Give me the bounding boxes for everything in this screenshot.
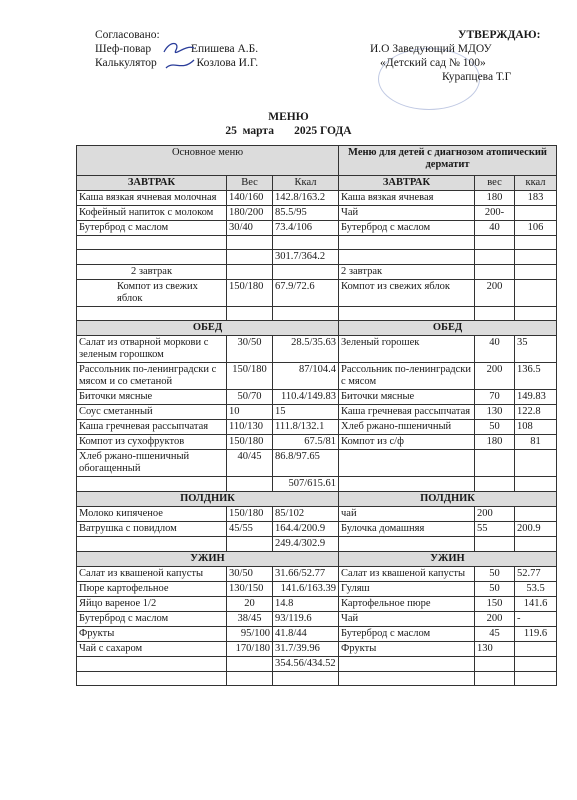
dish-main: Фрукты [77, 627, 227, 642]
table-row [77, 597, 557, 612]
kcal-main: 110.4/149.83 [273, 390, 339, 405]
approver-position: И.О Заведующий МДОУ [370, 43, 492, 55]
dinner-total: 354.56/434.52 [273, 657, 339, 672]
weight-main: 30/50 [227, 567, 273, 582]
dish-main: Молоко кипяченое [77, 507, 227, 522]
dish-derm: Хлеб ржано-пшеничный [339, 420, 475, 435]
kcal-derm [515, 280, 557, 307]
table-row [77, 336, 557, 363]
approve-label: УТВЕРЖДАЮ: [458, 29, 541, 41]
derm-menu-header: Меню для детей с диагнозом атопический дерматит [339, 146, 557, 176]
table-row [77, 363, 557, 390]
kcal-derm: 119.6 [515, 627, 557, 642]
dish-derm: Гуляш [339, 582, 475, 597]
empty-cell [227, 307, 273, 321]
chef-signature-icon [160, 38, 200, 72]
page-title: МЕНЮ [268, 111, 309, 123]
weight-derm: 45 [475, 627, 515, 642]
snack-total: 249.4/302.9 [273, 537, 339, 552]
dish-derm: Компот из свежих яблок [339, 280, 475, 307]
empty-cell [475, 477, 515, 492]
table-row [77, 435, 557, 450]
weight-derm: 200 [475, 507, 515, 522]
weight-main: 180/200 [227, 206, 273, 221]
weight-derm: 200 [475, 280, 515, 307]
breakfast-header-main: ЗАВТРАК [77, 176, 227, 191]
kcal-main: 87/104.4 [273, 363, 339, 390]
kcal-main: 41.8/44 [273, 627, 339, 642]
kcal-derm: 108 [515, 420, 557, 435]
dish-main: Кофейный напиток с молоком [77, 206, 227, 221]
empty-cell [475, 672, 515, 686]
table-row [77, 672, 557, 686]
chef-name: Епишева А.Б. [190, 43, 259, 55]
table-row [77, 507, 557, 522]
table-row [77, 280, 557, 307]
kcal-main: 164.4/200.9 [273, 522, 339, 537]
dish-main: Яйцо вареное 1/2 [77, 597, 227, 612]
table-row [77, 582, 557, 597]
breakfast-rows [77, 191, 557, 321]
dish-main: Салат из отварной моркови с зеленым горошком [77, 336, 227, 363]
kcal-main: 67.5/81 [273, 435, 339, 450]
dish-derm: Каша вязкая ячневая [339, 191, 475, 206]
weight-derm: 40 [475, 336, 515, 363]
empty-cell [339, 657, 475, 672]
approval-block [368, 28, 540, 84]
table-row [77, 405, 557, 420]
empty-cell [339, 307, 475, 321]
empty-cell [227, 477, 273, 492]
empty-cell [475, 265, 515, 280]
dinner-header-main: УЖИН [77, 552, 339, 567]
weight-derm: 200 [475, 363, 515, 390]
weight-main: 40/45 [227, 450, 273, 477]
kcal-derm: 52.77 [515, 567, 557, 582]
empty-cell [475, 236, 515, 250]
empty-cell [339, 477, 475, 492]
lunch-header-main: ОБЕД [77, 321, 339, 336]
dish-derm: Картофельное пюре [339, 597, 475, 612]
weight-main: 38/45 [227, 612, 273, 627]
kcal-derm: 183 [515, 191, 557, 206]
dish-main: Рассольник по-ленинградски с мясом и со сметаной [77, 363, 227, 390]
weight-main: 110/130 [227, 420, 273, 435]
dish-main: Компот из сухофруктов [77, 435, 227, 450]
kcal-derm: 106 [515, 221, 557, 236]
dish-derm: Чай [339, 206, 475, 221]
weight-main: 10 [227, 405, 273, 420]
table-row [77, 191, 557, 206]
kcal-derm [515, 642, 557, 657]
weight-derm: 180 [475, 435, 515, 450]
weight-main: 150/180 [227, 363, 273, 390]
table-row [77, 450, 557, 477]
dish-main: Хлеб ржано-пшеничный обогащенный [77, 450, 227, 477]
table-row [77, 307, 557, 321]
empty-cell [339, 672, 475, 686]
weight-main: 95/100 [227, 627, 273, 642]
kcal-main: 93/119.6 [273, 612, 339, 627]
empty-cell [77, 250, 227, 265]
kcal-derm: 53.5 [515, 582, 557, 597]
empty-cell [515, 250, 557, 265]
col-kcal-derm: ккал [515, 176, 557, 191]
weight-main: 140/160 [227, 191, 273, 206]
kcal-derm [515, 206, 557, 221]
empty-cell [77, 477, 227, 492]
empty-cell [339, 236, 475, 250]
total-row [77, 537, 557, 552]
kcal-main: 85/102 [273, 507, 339, 522]
total-row [77, 477, 557, 492]
weight-derm: 50 [475, 420, 515, 435]
dish-main: Каша гречневая рассыпчатая [77, 420, 227, 435]
breakfast-total: 301.7/364.2 [273, 250, 339, 265]
kcal-derm: 141.6 [515, 597, 557, 612]
kcal-derm: 200.9 [515, 522, 557, 537]
weight-derm: 50 [475, 567, 515, 582]
dish-derm: Фрукты [339, 642, 475, 657]
empty-cell [475, 450, 515, 477]
weight-derm: 55 [475, 522, 515, 537]
empty-cell [515, 236, 557, 250]
table-row [77, 627, 557, 642]
dish-main: Соус сметанный [77, 405, 227, 420]
weight-main: 150/180 [227, 507, 273, 522]
weight-main: 45/55 [227, 522, 273, 537]
dish-derm: Бутерброд с маслом [339, 221, 475, 236]
weight-derm: 40 [475, 221, 515, 236]
kcal-main: 31.7/39.96 [273, 642, 339, 657]
snack-rows [77, 507, 557, 552]
empty-cell [273, 672, 339, 686]
weight-derm: 130 [475, 642, 515, 657]
total-row [77, 250, 557, 265]
breakfast-header-derm: ЗАВТРАК [339, 176, 475, 191]
snack-header-main: ПОЛДНИК [77, 492, 339, 507]
dish-main: Бутерброд с маслом [77, 221, 227, 236]
kcal-main: 28.5/35.63 [273, 336, 339, 363]
dish-derm: Бутерброд с маслом [339, 627, 475, 642]
dish-derm: Каша гречневая рассыпчатая [339, 405, 475, 420]
empty-cell [273, 236, 339, 250]
kcal-derm: 122.8 [515, 405, 557, 420]
chef-label: Шеф-повар [95, 43, 152, 55]
col-kcal-main: Ккал [273, 176, 339, 191]
kcal-main: 73.4/106 [273, 221, 339, 236]
empty-cell [515, 672, 557, 686]
kcal-derm: 81 [515, 435, 557, 450]
second-breakfast-label: 2 завтрак [77, 265, 227, 280]
lunch-header-derm: ОБЕД [339, 321, 557, 336]
dish-derm: Салат из квашеной капусты [339, 567, 475, 582]
empty-cell [475, 250, 515, 265]
weight-main: 30/50 [227, 336, 273, 363]
second-breakfast-label-derm: 2 завтрак [339, 265, 475, 280]
dish-main: Биточки мясные [77, 390, 227, 405]
dish-main: Компот из свежих яблок [77, 280, 227, 307]
empty-cell [227, 236, 273, 250]
empty-cell [227, 657, 273, 672]
table-row [77, 206, 557, 221]
col-weight-derm: вес [475, 176, 515, 191]
empty-cell [273, 265, 339, 280]
lunch-total: 507/615.61 [273, 477, 339, 492]
dish-derm: чай [339, 507, 475, 522]
empty-cell [227, 265, 273, 280]
table-row [77, 265, 557, 280]
weight-main: 150/180 [227, 435, 273, 450]
empty-cell [77, 537, 227, 552]
dish-main: Ватрушка с повидлом [77, 522, 227, 537]
table-row [77, 567, 557, 582]
dish-derm: Чай [339, 612, 475, 627]
kcal-main: 141.6/163.39 [273, 582, 339, 597]
weight-main: 20 [227, 597, 273, 612]
weight-derm: 70 [475, 390, 515, 405]
kcal-derm: 136.5 [515, 363, 557, 390]
kcal-main: 86.8/97.65 [273, 450, 339, 477]
empty-cell [515, 265, 557, 280]
dinner-rows [77, 567, 557, 686]
weight-derm: 130 [475, 405, 515, 420]
kcal-main: 67.9/72.6 [273, 280, 339, 307]
kcal-derm: 35 [515, 336, 557, 363]
empty-cell [515, 307, 557, 321]
calc-label: Калькулятор [95, 57, 157, 69]
table-row [77, 221, 557, 236]
dish-derm: Компот из с/ф [339, 435, 475, 450]
table-row [77, 522, 557, 537]
dish-derm: Биточки мясные [339, 390, 475, 405]
empty-cell [273, 307, 339, 321]
weight-derm: 150 [475, 597, 515, 612]
kcal-derm: - [515, 612, 557, 627]
weight-derm: 180 [475, 191, 515, 206]
empty-cell [77, 307, 227, 321]
main-menu-header: Основное меню [77, 146, 339, 176]
weight-main: 30/40 [227, 221, 273, 236]
dinner-header-derm: УЖИН [339, 552, 557, 567]
approver-name: Курапцева Т.Г [442, 71, 512, 83]
lunch-rows [77, 336, 557, 492]
empty-cell [475, 307, 515, 321]
kcal-derm: 149.83 [515, 390, 557, 405]
dish-derm: Рассольник по-ленинградски с мясом [339, 363, 475, 390]
empty-cell [227, 250, 273, 265]
weight-derm: 50 [475, 582, 515, 597]
empty-cell [77, 672, 227, 686]
total-row [77, 657, 557, 672]
empty-cell [515, 450, 557, 477]
weight-derm: 200- [475, 206, 515, 221]
empty-cell [475, 657, 515, 672]
dish-main: Салат из квашеной капусты [77, 567, 227, 582]
weight-main: 170/180 [227, 642, 273, 657]
kcal-main: 85.5/95 [273, 206, 339, 221]
dish-main: Каша вязкая ячневая молочная [77, 191, 227, 206]
empty-cell [77, 236, 227, 250]
table-row [77, 612, 557, 627]
empty-cell [515, 477, 557, 492]
kcal-derm [515, 507, 557, 522]
empty-cell [515, 657, 557, 672]
table-row [77, 420, 557, 435]
dish-main: Бутерброд с маслом [77, 612, 227, 627]
dish-main: Чай с сахаром [77, 642, 227, 657]
menu-date: 25 марта 2025 ГОДА [225, 125, 352, 137]
calc-name: Козлова И.Г. [196, 57, 259, 69]
menu-table [76, 145, 557, 686]
weight-main: 150/180 [227, 280, 273, 307]
snack-header-derm: ПОЛДНИК [339, 492, 557, 507]
kcal-main: 111.8/132.1 [273, 420, 339, 435]
empty-cell [339, 250, 475, 265]
kcal-main: 142.8/163.2 [273, 191, 339, 206]
kcal-main: 15 [273, 405, 339, 420]
table-row [77, 642, 557, 657]
weight-main: 130/150 [227, 582, 273, 597]
kcal-main: 31.66/52.77 [273, 567, 339, 582]
dish-derm: Булочка домашняя [339, 522, 475, 537]
empty-cell [475, 537, 515, 552]
empty-cell [77, 657, 227, 672]
empty-cell [227, 672, 273, 686]
table-row [77, 390, 557, 405]
weight-main: 50/70 [227, 390, 273, 405]
table-row [77, 236, 557, 250]
col-weight-main: Вес [227, 176, 273, 191]
empty-cell [339, 537, 475, 552]
empty-cell [339, 450, 475, 477]
weight-derm: 200 [475, 612, 515, 627]
agreed-label: Согласовано: [95, 29, 160, 41]
empty-cell [227, 537, 273, 552]
organization-name: «Детский сад № 100» [380, 57, 486, 69]
dish-main: Пюре картофельное [77, 582, 227, 597]
dish-derm: Зеленый горошек [339, 336, 475, 363]
kcal-main: 14.8 [273, 597, 339, 612]
empty-cell [515, 537, 557, 552]
